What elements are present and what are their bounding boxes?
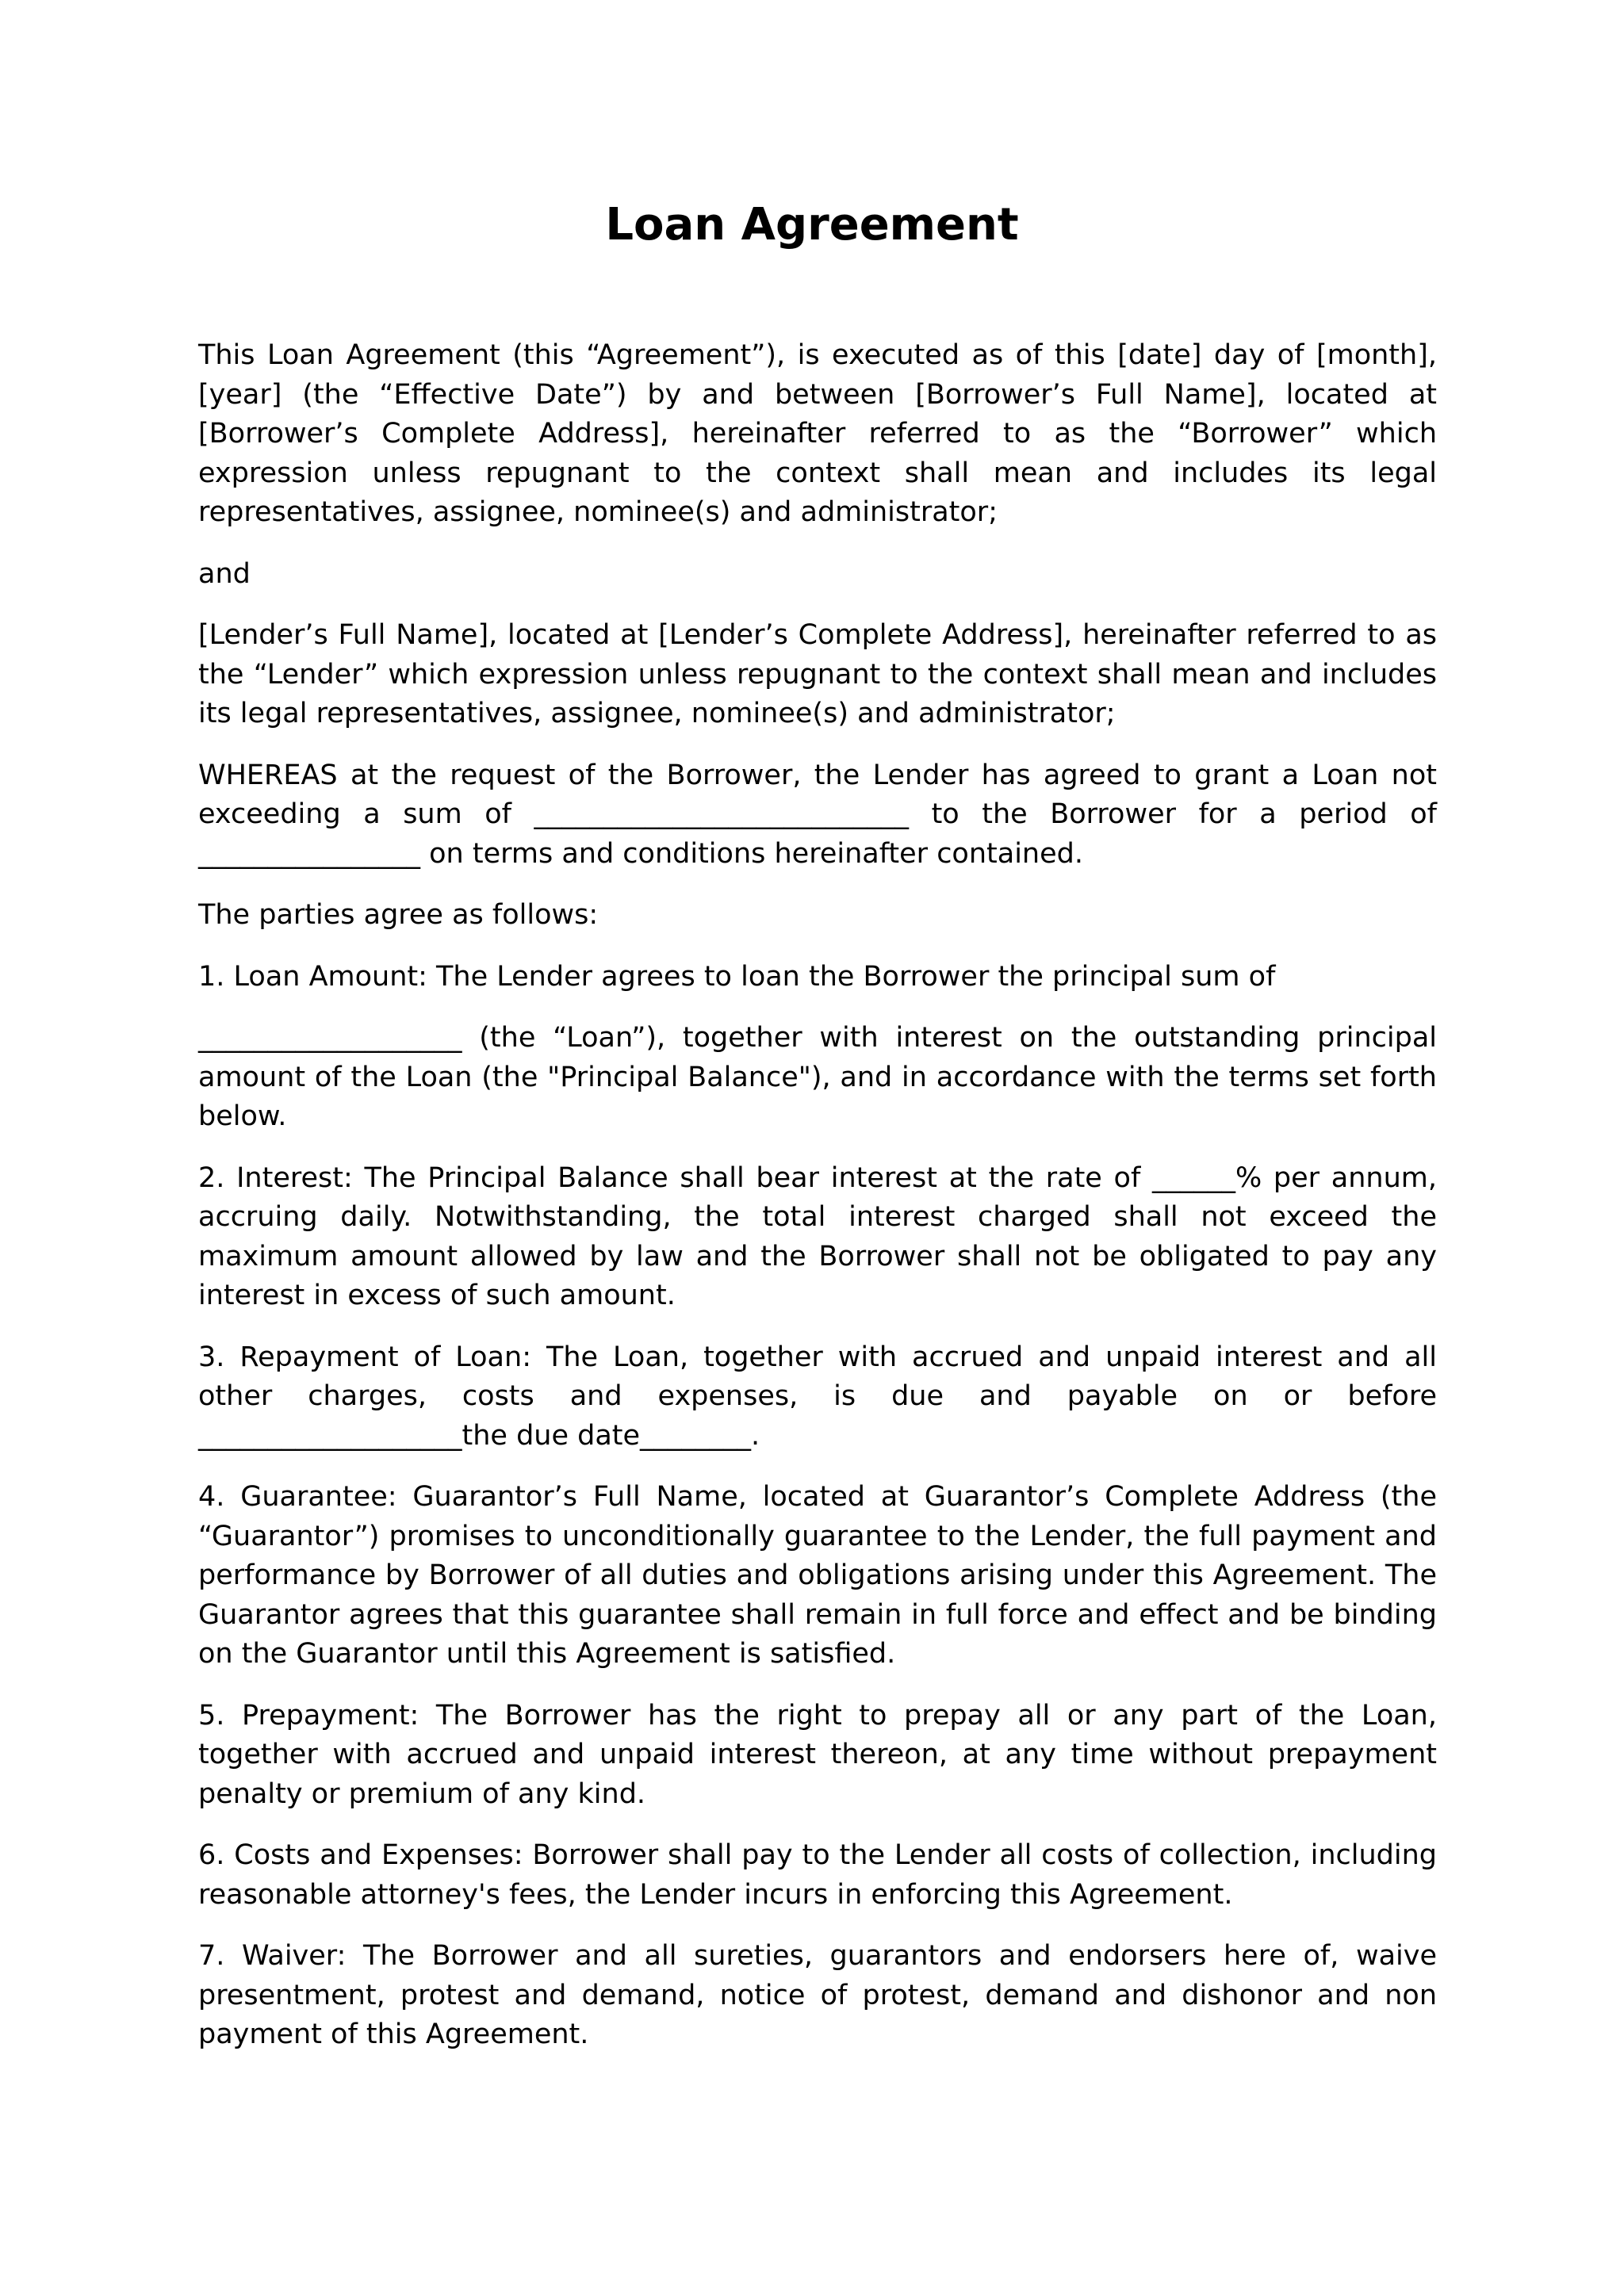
clause-guarantee: 4. Guarantee: Guarantor’s Full Name, located at Guarantor’s Complete Address (the “Guarantor”) promises to unconditionally guarantee to the Lender, the full payment and performance by Borrower of all duties and obligations arising under this Agreement. The Guarantor agrees that this guarantee shall remain in full force and effect and be binding on the Guarantor until this Agreement is satisfied. — [198, 1481, 1437, 1670]
clause-prepayment: 5. Prepayment: The Borrower has the right to prepay all or any part of the Loan, together with accrued and unpaid interest thereon, at any time without prepayment penalty or premium of any kind. — [198, 1699, 1437, 1810]
clause-interest: 2. Interest: The Principal Balance shall bear interest at the rate of ______% per annum, accruing daily. Notwithstanding, the total interest charged shall not exceed the maximum amount allowed by law and the Borrower shall not be obligated to pay any interest in excess of such amount. — [198, 1161, 1437, 1311]
clause-repayment: 3. Repayment of Loan: The Loan, together with accrued and unpaid interest and all other charges, costs and expenses, is due and payable on or before ___________________the due date________. — [198, 1341, 1437, 1452]
whereas-paragraph: WHEREAS at the request of the Borrower, the Lender has agreed to grant a Loan not exceeding a sum of ___________________________ to the Borrower for a period of ________________ on terms and conditions hereinafter contained. — [198, 759, 1437, 870]
clause-costs-expenses: 6. Costs and Expenses: Borrower shall pay to the Lender all costs of collection, including reasonable attorney's fees, the Lender incurs in enforcing this Agreement. — [198, 1839, 1437, 1911]
clause-loan-amount-continued: ___________________ (the “Loan”), together with interest on the outstanding principal amount of the Loan (the "Principal Balance"), and in accordance with the terms set forth below. — [198, 1022, 1437, 1132]
intro-paragraph: This Loan Agreement (this “Agreement”), is executed as of this [date] day of [month], [year] (the “Effective Date”) by and between [Borrower’s Full Name], located at [Borrower’s Complete Address], hereinafter referred to as the “Borrower” which expression unless repugnant to the context shall mean and includes its legal representatives, assignee, nominee(s) and administrator; — [198, 339, 1437, 528]
parties-agree-paragraph: The parties agree as follows: — [198, 899, 599, 931]
document-title: Loan Agreement — [605, 199, 1019, 251]
and-paragraph: and — [198, 557, 251, 590]
lender-paragraph: [Lender’s Full Name], located at [Lender’s Complete Address], hereinafter referred to as the “Lender” which expression unless repugnant to the context shall mean and includes its legal representatives, assignee, nominee(s) and administrator; — [198, 619, 1437, 729]
clause-waiver: 7. Waiver: The Borrower and all sureties, guarantors and endorsers here of, waive presentment, protest and demand, notice of protest, demand and dishonor and non payment of this Agreement. — [198, 1940, 1437, 2050]
clause-loan-amount: 1. Loan Amount: The Lender agrees to loan the Borrower the principal sum of — [198, 960, 1276, 993]
document-body — [198, 336, 1437, 2077]
